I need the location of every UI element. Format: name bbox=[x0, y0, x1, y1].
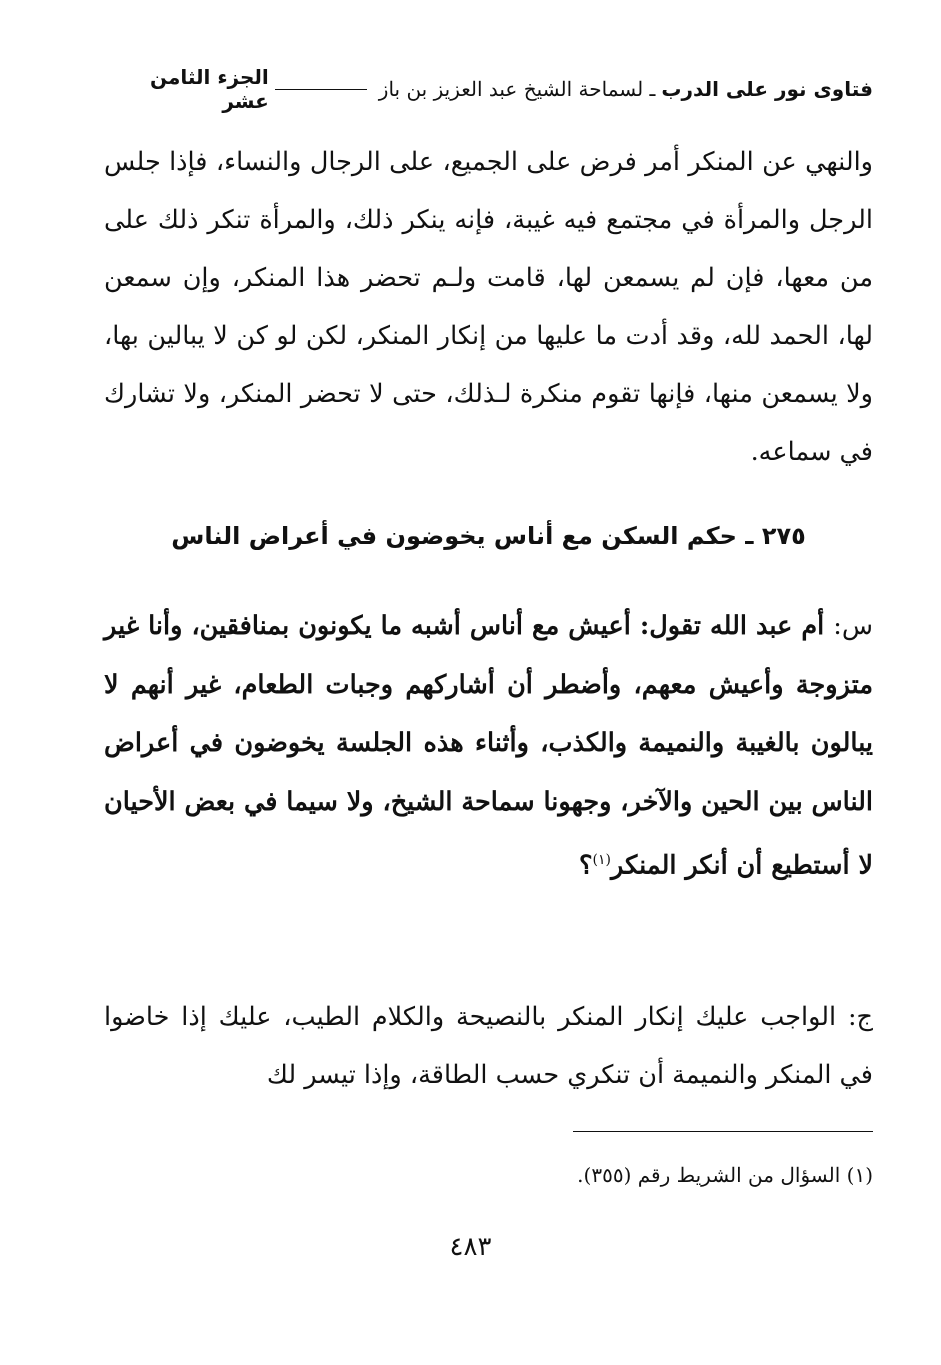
footnote: (١) السؤال من الشريط رقم (٣٥٥). bbox=[577, 1163, 873, 1187]
answer-paragraph: ج: الواجب عليك إنكار المنكر بالنصيحة والكلام الطيب، عليك إذا خاضوا في المنكر والنميمة أن تنكري حسب الطاقة، وإذا تيسر لك bbox=[104, 1002, 873, 1090]
header-rule bbox=[275, 89, 367, 90]
book-title: فتاوى نور على الدرب bbox=[661, 77, 873, 101]
page-number: ٤٨٣ bbox=[449, 1232, 492, 1262]
body-paragraph: والنهي عن المنكر أمر فرض على الجميع، على الرجال والنساء، فإذا جلس الرجل والمرأة في مجتمع فيه غيبة، فإنه ينكر ذلك، والمرأة تنكر ذلك على من معها، فإن لم يسمعن لها، قامت ولـم تحضر هذا المنكر، وإن سمعن لها، الحمد لله، وقد أدت ما عليها من إنكار المنكر، لكن لو كن لا يبالين بها، ولا يسمعن منها، فإنها تقوم منكرة لـذلك، حتى لا تحضر المنكر، ولا تشارك في سماعه. bbox=[104, 147, 873, 467]
question-block bbox=[104, 597, 873, 895]
question-text: أم عبد الله تقول: أعيش مع أناس أشبه ما يكونون بمنافقين، وأنا غير متزوجة وأعيش معهم، وأضطر أن أشاركهم وجبات الطعام، غير أنهم لا يبالون بالغيبة والنميمة والكذب، وأثناء هذه الجلسة يخوضون في أعراض الناس بين الحين والآخر، وجهونا سماحة الشيخ، ولا سيما في بعض الأحيان لا أستطيع أن أنكر المنكر bbox=[104, 611, 873, 881]
part-label: الجزء الثامن عشر bbox=[149, 65, 269, 113]
running-header bbox=[104, 65, 873, 113]
header-title-group bbox=[269, 77, 873, 101]
question-end: ؟ bbox=[579, 850, 593, 881]
question-label: س: bbox=[833, 611, 873, 641]
footnote-ref: (١) bbox=[592, 852, 612, 868]
question-paragraph bbox=[104, 597, 873, 895]
footnote-rule bbox=[573, 1131, 873, 1132]
author-name: ـ لسماحة الشيخ عبد العزيز بن باز bbox=[378, 77, 656, 101]
section-heading: ٢٧٥ ـ حكم السكن مع أناس يخوضون في أعراض الناس bbox=[171, 522, 806, 550]
